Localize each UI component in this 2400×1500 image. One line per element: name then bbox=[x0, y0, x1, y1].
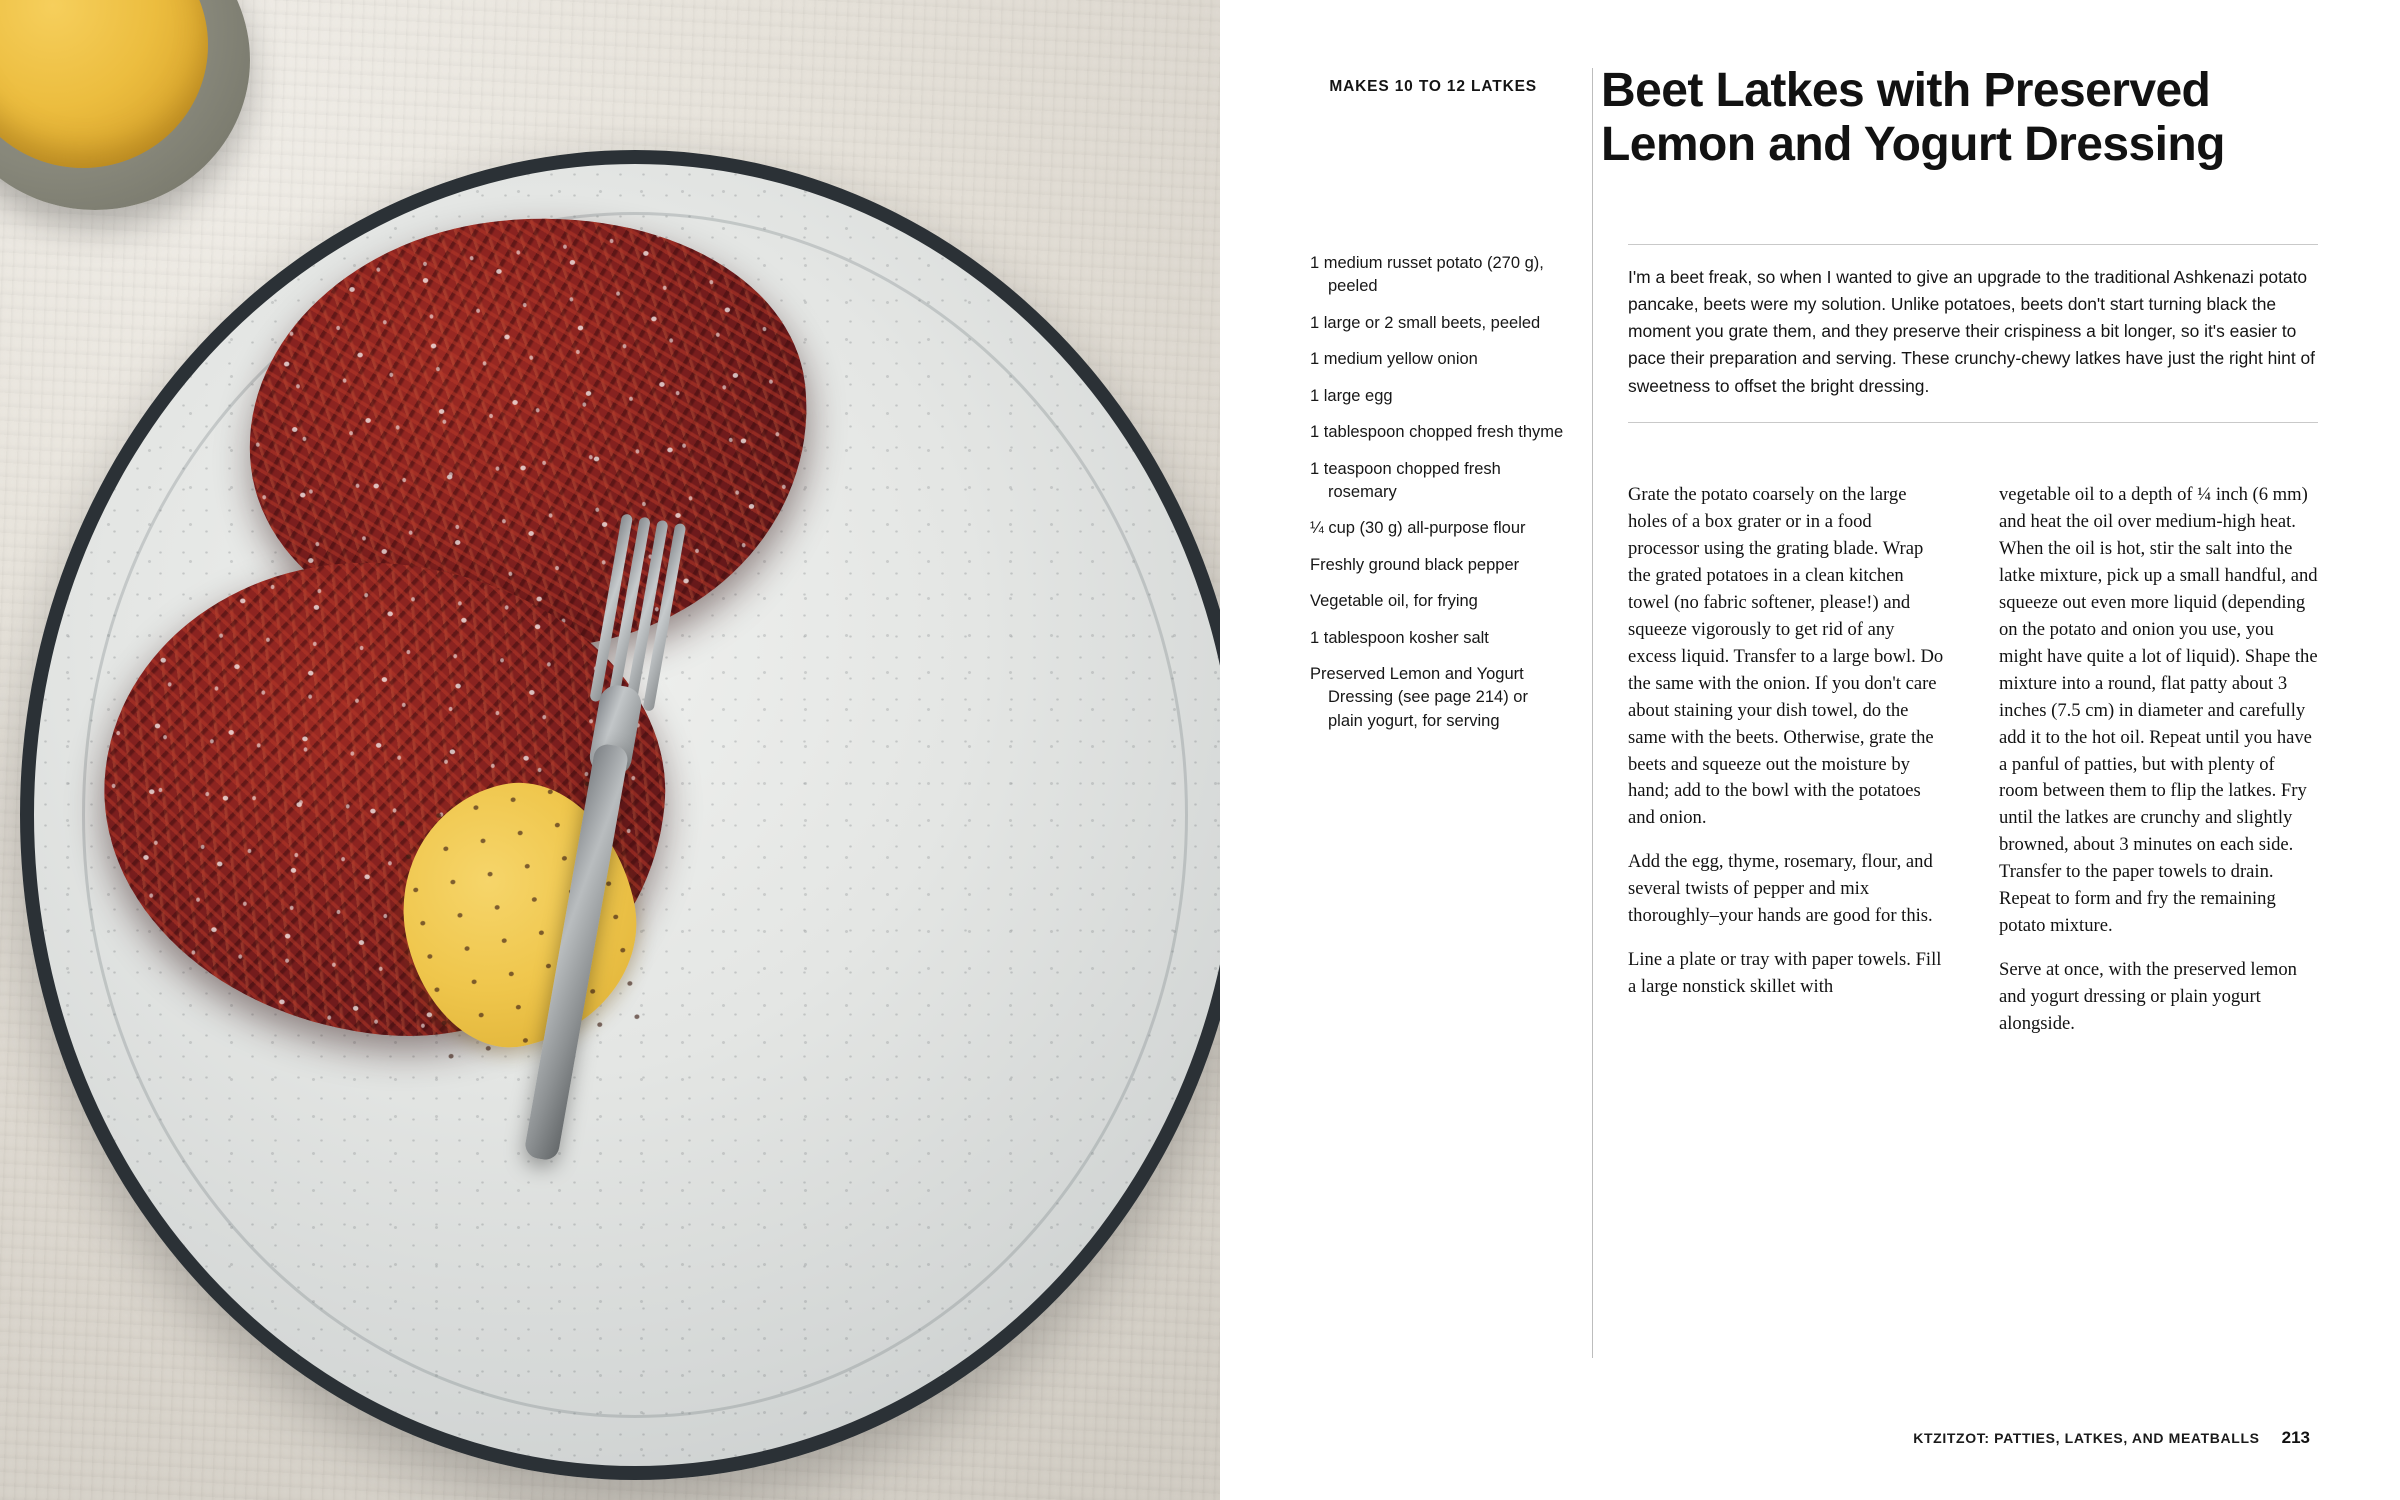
yield-column bbox=[1310, 78, 1565, 172]
recipe-header bbox=[1310, 64, 2310, 172]
list-item: 1 tablespoon chopped fresh thyme bbox=[1310, 423, 1564, 442]
method-paragraph: Grate the potato coarsely on the large holes of a box grater or in a food processor using the grating blade. Wrap the grated potatoes in a clean kitchen towel (no fabric softener, please!) and squeeze vigorously to get rid of any excess liquid. Transfer to a large bowl. Do the same with the onion. If you don't care about staining your dish towel, do the same with the beets. Otherwise, grate the beets and squeeze out the moisture by hand; add to the bowl with the potatoes and onion. bbox=[1628, 484, 1944, 829]
title-column bbox=[1565, 64, 2310, 172]
ingredients-list bbox=[1310, 252, 1565, 746]
method-column-left bbox=[1628, 482, 1947, 1038]
method-paragraph: Add the egg, thyme, rosemary, flour, and several twists of pepper and mix thoroughly–your hands are good for this. bbox=[1628, 851, 1933, 927]
divider-top bbox=[1628, 244, 2318, 245]
list-item: 1 large egg bbox=[1310, 386, 1393, 405]
column-divider bbox=[1592, 68, 1593, 1358]
list-item: 1 large or 2 small beets, peeled bbox=[1310, 313, 1541, 332]
page-title: Beet Latkes with Preserved Lemon and Yogurt Dressing bbox=[1601, 64, 2225, 171]
method-paragraph: Line a plate or tray with paper towels. Fill a large nonstick skillet with bbox=[1628, 949, 1942, 998]
footer-section-title: KTZITZOT: PATTIES, LATKES, AND MEATBALLS bbox=[1913, 1430, 2260, 1446]
list-item: 1 medium yellow onion bbox=[1310, 350, 1478, 369]
recipe-text-page bbox=[1220, 0, 2400, 1500]
method-column-right bbox=[1999, 482, 2318, 1038]
list-item: ¼ cup (30 g) all-purpose flour bbox=[1310, 519, 1526, 538]
intro-block bbox=[1628, 244, 2318, 423]
recipe-yield: MAKES 10 TO 12 LATKES bbox=[1329, 78, 1537, 95]
divider-bottom bbox=[1628, 422, 2318, 423]
recipe-headnote: I'm a beet freak, so when I wanted to give an upgrade to the traditional Ashkenazi potato pancake, beets were my solution. Unlike potatoes, beets don't start turning black the moment you grate them, and they preserve their crispiness a bit longer, so it's easier to pace their preparation and serving. These crunchy-chewy latkes have just the right hint of sweetness to offset the bright dressing. bbox=[1628, 267, 2315, 396]
list-item: Vegetable oil, for frying bbox=[1310, 592, 1478, 611]
dressing-bowl-contents bbox=[0, 0, 208, 168]
list-item: Freshly ground black pepper bbox=[1310, 555, 1520, 574]
page-number: 213 bbox=[2281, 1428, 2310, 1447]
list-item: 1 medium russet potato (270 g), peeled bbox=[1310, 254, 1544, 296]
dinner-plate bbox=[20, 150, 1220, 1480]
list-item: 1 tablespoon kosher salt bbox=[1310, 628, 1489, 647]
method-columns bbox=[1628, 482, 2318, 1038]
method-paragraph: vegetable oil to a depth of ¼ inch (6 mm) and heat the oil over medium-high heat. When the oil is hot, stir the salt into the latke mixture, pick up a small handful, and squeeze out even more liquid (depending on the potato and onion you use, you might have quite a lot of liquid). Shape the mixture into a round, flat patty about 3 inches (7.5 cm) in diameter and carefully add it to the hot oil. Repeat until you have a panful of patties, but with plenty of room between them to flip the latkes. Fry until the latkes are crunchy and slightly browned, about 3 minutes on each side. Transfer to the paper towels to drain. Repeat to form and fry the remaining potato mixture. bbox=[1999, 484, 2318, 937]
page-footer bbox=[1220, 1428, 2400, 1448]
ingredients-ul bbox=[1310, 252, 1565, 733]
list-item: Preserved Lemon and Yogurt Dressing (see page 214) or plain yogurt, for serving bbox=[1310, 665, 1528, 730]
method-paragraph: Serve at once, with the preserved lemon and yogurt dressing or plain yogurt alongside. bbox=[1999, 959, 2297, 1035]
list-item: 1 teaspoon chopped fresh rosemary bbox=[1310, 459, 1501, 501]
